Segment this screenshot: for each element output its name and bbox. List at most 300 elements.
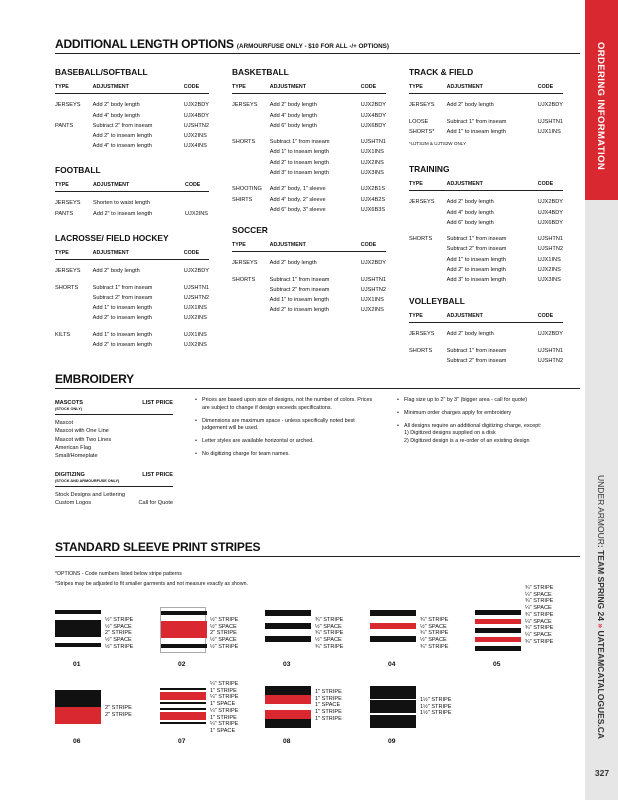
cell-adjustment: Add 2" body length bbox=[269, 260, 317, 267]
table-row bbox=[409, 275, 563, 285]
stripe-band bbox=[370, 636, 416, 642]
cell-type: SHORTS bbox=[232, 139, 256, 146]
cell-code: UJSHTN2 bbox=[360, 286, 386, 293]
cell-code: UJX2BDY bbox=[183, 102, 209, 109]
stripe-labels-08 bbox=[315, 689, 342, 723]
table-row bbox=[409, 346, 563, 356]
brand-name: UNDER ARMOUR bbox=[596, 475, 606, 545]
stripe-label: 1" STRIPE bbox=[315, 715, 342, 722]
cell-adjustment: Add 2" body length bbox=[269, 102, 317, 109]
header-code: CODE bbox=[538, 311, 563, 323]
cell-code: UJSHTN2 bbox=[537, 357, 563, 364]
cell-code: UJX3INS bbox=[360, 170, 384, 177]
header-adjustment: ADJUSTMENT bbox=[447, 311, 538, 323]
cell-type bbox=[232, 111, 270, 121]
table-row bbox=[232, 147, 386, 157]
stripe-labels-07 bbox=[210, 681, 238, 735]
stripe-band bbox=[265, 636, 311, 642]
stripe-swatch-01 bbox=[55, 607, 101, 653]
cell-type bbox=[232, 305, 270, 315]
soccer-title: SOCCER bbox=[232, 225, 268, 235]
stripe-labels-09 bbox=[420, 697, 452, 717]
header-type: TYPE bbox=[55, 248, 93, 260]
note-text-part: 2) Digitized design is a re-order of an existing design bbox=[404, 438, 530, 445]
cell-code: UJX6B3S bbox=[360, 206, 386, 213]
note-text: No digitizing charge for team names. bbox=[202, 450, 290, 457]
stripe-code-04: 04 bbox=[388, 661, 396, 668]
cell-adjustment: Add 6" body, 3" sleeve bbox=[269, 206, 326, 213]
header-adjustment: ADJUSTMENT bbox=[270, 240, 361, 252]
cell-adjustment: Subtract 2" from inseam bbox=[446, 357, 507, 364]
lacrosse-title: LACROSSE/ FIELD HOCKEY bbox=[55, 233, 169, 243]
page-number: 327 bbox=[594, 768, 610, 778]
cell-type bbox=[232, 158, 270, 168]
header-type: TYPE bbox=[409, 82, 447, 94]
baseball-title: BASEBALL/SOFTBALL bbox=[55, 67, 148, 77]
embroidery-title: EMBROIDERY bbox=[55, 372, 134, 386]
cell-code: UJX4BDY bbox=[537, 209, 563, 216]
stripe-label: ¼" STRIPE bbox=[210, 681, 239, 687]
stripe-label: ¼" SPACE bbox=[525, 605, 552, 612]
cell-code: UJX2INS bbox=[360, 159, 384, 166]
stripe-band bbox=[55, 690, 101, 707]
mascot-item: Mascot with One Line bbox=[55, 428, 109, 435]
call-for-quote: Call for Quote bbox=[138, 500, 173, 507]
table-row bbox=[55, 330, 209, 340]
stripe-band bbox=[55, 620, 101, 637]
stripe-band bbox=[55, 643, 101, 647]
stripe-labels-05 bbox=[525, 585, 553, 645]
cell-adjustment: Subtract 1" from inseam bbox=[446, 236, 507, 243]
note-bullet bbox=[195, 418, 375, 434]
header-code: CODE bbox=[185, 180, 209, 192]
track-note: *UJTS2M & UJTS2W ONLY bbox=[409, 141, 467, 146]
stripe-label: ½" STRIPE bbox=[210, 617, 239, 623]
stripe-band bbox=[265, 623, 311, 629]
cell-adjustment: Subtract 1" from inseam bbox=[269, 276, 330, 283]
note-bullet bbox=[397, 410, 577, 418]
stripe-band bbox=[370, 623, 416, 629]
catalogue-name: TEAM SPRING 24 bbox=[596, 550, 606, 621]
cell-type: JERSEYS bbox=[55, 268, 81, 275]
cell-code: UJX1INS bbox=[360, 297, 384, 304]
stripe-label: 1" STRIPE bbox=[315, 689, 342, 695]
cell-adjustment: Add 4" to inseam length bbox=[92, 143, 152, 150]
table-row bbox=[232, 158, 386, 168]
stripe-band bbox=[370, 610, 416, 616]
cell-type bbox=[232, 147, 270, 157]
stripe-band bbox=[475, 646, 521, 651]
cell-code: UJSHTN2 bbox=[537, 246, 563, 253]
cell-code: UJX2INS bbox=[360, 307, 384, 314]
stripe-band bbox=[55, 610, 101, 614]
stripe-label: 1½" STRIPE bbox=[420, 710, 452, 717]
cell-type bbox=[409, 208, 447, 218]
stripes-title: STANDARD SLEEVE PRINT STRIPES bbox=[55, 540, 261, 554]
cell-code: UJX2BDY bbox=[360, 260, 386, 267]
cell-type: PANTS bbox=[55, 210, 74, 217]
table-row bbox=[409, 265, 563, 275]
note-text: Flag size up to 2" by 3" (bigger area - call for quote) bbox=[404, 397, 528, 403]
website-link[interactable]: UATEAMCATALOGUES.CA bbox=[596, 630, 606, 740]
stripe-band bbox=[161, 621, 207, 638]
stripe-label: 2" STRIPE bbox=[105, 630, 132, 637]
stripe-code-01: 01 bbox=[73, 661, 81, 668]
cell-code: UJX4BDY bbox=[183, 112, 209, 119]
stripe-band bbox=[160, 712, 206, 720]
stripe-band bbox=[55, 707, 101, 724]
cell-type bbox=[55, 313, 93, 323]
stripe-label: ½" SPACE bbox=[105, 637, 132, 644]
stripe-band bbox=[265, 719, 311, 728]
table-row bbox=[232, 184, 386, 194]
stripe-band bbox=[161, 644, 207, 648]
stripe-code-02: 02 bbox=[178, 661, 186, 668]
stripe-label: ¾" STRIPE bbox=[525, 625, 554, 632]
stripe-label: ½" STRIPE bbox=[105, 643, 134, 650]
table-row bbox=[409, 117, 563, 127]
cell-adjustment: Add 1" to inseam length bbox=[92, 331, 152, 338]
table-row bbox=[409, 255, 563, 265]
length-options-heading: ADDITIONAL LENGTH OPTIONS bbox=[55, 37, 234, 51]
cell-adjustment: Subtract 1" from inseam bbox=[92, 284, 153, 291]
table-header-row bbox=[232, 82, 386, 94]
cell-type bbox=[55, 141, 93, 151]
note-bullet bbox=[397, 423, 577, 446]
cell-adjustment: Add 2" body, 1" sleeve bbox=[269, 186, 326, 193]
stripe-swatch-04 bbox=[370, 607, 416, 653]
cell-code: UJX2BDY bbox=[183, 268, 209, 275]
cell-type bbox=[232, 168, 270, 178]
mascot-item: American Flag bbox=[55, 444, 92, 451]
stripe-label: ½" SPACE bbox=[420, 637, 447, 644]
stripe-label: 1" STRIPE bbox=[315, 695, 342, 702]
cell-code: UJX1INS bbox=[537, 128, 561, 135]
sidebar-footer: UNDER ARMOUR: TEAM SPRING 24 » UATEAMCATALOGUES.CA bbox=[596, 475, 606, 740]
stripe-band bbox=[265, 695, 311, 704]
stripe-label: ¾" STRIPE bbox=[420, 643, 449, 650]
digitizing-row bbox=[55, 499, 173, 507]
cell-code: UJX1INS bbox=[183, 331, 207, 338]
table-row bbox=[232, 275, 386, 285]
embroidery-rule bbox=[55, 388, 580, 389]
cell-adjustment: Add 4" body length bbox=[92, 112, 140, 119]
table-row bbox=[409, 100, 563, 110]
training-table bbox=[409, 179, 563, 286]
stripe-label: 1" SPACE bbox=[210, 727, 236, 734]
cell-type bbox=[232, 121, 270, 131]
sidebar-section-title: ORDERING INFORMATION bbox=[595, 42, 606, 171]
cell-type: JERSEYS bbox=[409, 199, 435, 206]
cell-adjustment: Add 6" body length bbox=[269, 122, 317, 129]
stripe-code-08: 08 bbox=[283, 738, 291, 745]
cell-type bbox=[55, 111, 93, 121]
cell-type: JERSEYS bbox=[55, 102, 81, 109]
header-type: TYPE bbox=[55, 180, 93, 192]
cell-type: JERSEYS bbox=[55, 200, 81, 207]
table-row bbox=[409, 244, 563, 254]
mascot-item: Mascot bbox=[55, 420, 74, 426]
baseball-table bbox=[55, 82, 209, 152]
length-options-title bbox=[55, 37, 389, 51]
stripe-label: ¾" STRIPE bbox=[420, 617, 449, 623]
table-row bbox=[409, 127, 563, 137]
table-row bbox=[55, 266, 209, 276]
cell-adjustment: Add 4" body length bbox=[269, 112, 317, 119]
cell-code: UJSHTN1 bbox=[537, 236, 563, 243]
cell-adjustment: Add 4" body, 2" sleeve bbox=[269, 196, 326, 203]
stripe-label: ¾" STRIPE bbox=[525, 611, 554, 618]
training-title: TRAINING bbox=[409, 164, 450, 174]
cell-code: UJX6BDY bbox=[537, 219, 563, 226]
cell-code: UJX1INS bbox=[183, 305, 207, 312]
stripe-swatch-06 bbox=[55, 684, 101, 730]
stripe-label: ¾" STRIPE bbox=[315, 617, 344, 623]
stripe-swatch-08 bbox=[265, 684, 311, 730]
cell-adjustment: Add 4" body length bbox=[446, 209, 494, 216]
stripe-label: ¼" STRIPE bbox=[210, 721, 239, 728]
cell-type bbox=[409, 356, 447, 366]
table-header-row bbox=[55, 82, 209, 94]
note-text: Dimensions are maximum space - unless specifically noted best judgement will be used. bbox=[202, 417, 355, 432]
cell-code: UJX3INS bbox=[537, 277, 561, 284]
lacrosse-table bbox=[55, 248, 209, 350]
embroidery-notes-left bbox=[195, 397, 375, 464]
stripes-note-2: *Stripes may be adjusted to fit smaller garments and not measure exactly as shown. bbox=[55, 581, 248, 587]
cell-adjustment: Subtract 1" from inseam bbox=[446, 118, 507, 125]
cell-adjustment: Add 2" to inseam length bbox=[93, 210, 153, 217]
stripe-swatch-02 bbox=[160, 607, 206, 653]
cell-adjustment: Add 2" body length bbox=[92, 268, 140, 275]
title-rule bbox=[55, 53, 580, 54]
note-text-part: • All designs require an additional digitizing charge, except: bbox=[404, 422, 542, 429]
cell-code: UJSHTN1 bbox=[537, 347, 563, 354]
stripe-label: ¾" STRIPE bbox=[525, 585, 554, 591]
cell-type bbox=[55, 303, 93, 313]
header-type: TYPE bbox=[55, 82, 93, 94]
stripe-band bbox=[475, 637, 521, 642]
stripe-band bbox=[160, 722, 206, 724]
cell-code: UJSHTN1 bbox=[360, 276, 386, 283]
header-adjustment: ADJUSTMENT bbox=[447, 179, 538, 191]
cell-type bbox=[55, 293, 93, 303]
cell-adjustment: Add 2" to inseam length bbox=[269, 159, 329, 166]
stripe-label: ¾" STRIPE bbox=[525, 598, 554, 605]
header-adjustment: ADJUSTMENT bbox=[93, 248, 184, 260]
table-row bbox=[409, 208, 563, 218]
table-row bbox=[409, 234, 563, 244]
cell-adjustment: Add 1" to inseam length bbox=[269, 297, 329, 304]
stripe-label: ½" SPACE bbox=[210, 623, 237, 630]
cell-adjustment: Add 2" to inseam length bbox=[269, 307, 329, 314]
stripe-label: 2" STRIPE bbox=[105, 705, 132, 711]
stripe-band bbox=[475, 628, 521, 633]
table-row bbox=[232, 121, 386, 131]
cell-code: UJX2INS bbox=[183, 315, 207, 322]
cell-adjustment: Add 2" to inseam length bbox=[92, 315, 152, 322]
note-text: Letter styles are available horizontal or arched. bbox=[202, 438, 314, 445]
table-row bbox=[232, 258, 386, 268]
cell-adjustment: Add 1" to inseam length bbox=[92, 305, 152, 312]
stripe-labels-04 bbox=[420, 617, 448, 651]
table-row bbox=[409, 197, 563, 207]
cell-adjustment: Subtract 2" from inseam bbox=[446, 246, 507, 253]
cell-type: JERSEYS bbox=[232, 102, 258, 109]
stripe-label: ½" STRIPE bbox=[105, 617, 134, 623]
mascot-list bbox=[55, 419, 173, 460]
note-bullet bbox=[195, 397, 375, 413]
note-text: Prices are based upon size of designs, not the number of colors. Prices are subject to change if design exceeds specifications. bbox=[202, 397, 373, 411]
cell-adjustment: Shorten to waist length bbox=[93, 200, 150, 207]
cell-code: UJX6BDY bbox=[360, 122, 386, 129]
stripe-label: 2" STRIPE bbox=[105, 711, 132, 718]
stripe-band bbox=[475, 619, 521, 624]
cell-type bbox=[409, 265, 447, 275]
table-row bbox=[232, 285, 386, 295]
embroidery-notes-right bbox=[397, 397, 577, 451]
table-header-row bbox=[55, 248, 209, 260]
stripe-label: ¼" SPACE bbox=[525, 591, 552, 598]
stripe-label: 1" SPACE bbox=[315, 702, 341, 709]
cell-code: UJX2INS bbox=[183, 342, 207, 349]
table-row bbox=[55, 303, 209, 313]
cell-type: SHORTS bbox=[55, 284, 79, 291]
cell-type: SHORTS* bbox=[409, 128, 435, 135]
basketball-title: BASKETBALL bbox=[232, 67, 289, 77]
header-code: CODE bbox=[538, 179, 563, 191]
table-header-row bbox=[409, 311, 563, 323]
table-row bbox=[232, 168, 386, 178]
cell-code: UJSHTN1 bbox=[183, 284, 209, 291]
stripe-label: 1" STRIPE bbox=[210, 714, 237, 721]
cell-adjustment: Subtract 2" from inseam bbox=[92, 122, 153, 129]
cell-type: SHORTS bbox=[409, 236, 433, 243]
football-table bbox=[55, 180, 209, 219]
table-header-row bbox=[409, 82, 563, 94]
stripe-label: 1" STRIPE bbox=[210, 687, 237, 694]
stripe-band bbox=[370, 686, 416, 699]
cell-adjustment: Add 2" to inseam length bbox=[446, 267, 506, 274]
mascot-item: Small/Homeplate bbox=[55, 453, 98, 460]
cell-type bbox=[232, 285, 270, 295]
header-type: TYPE bbox=[232, 240, 270, 252]
cell-type bbox=[55, 340, 93, 350]
stripe-label: 1½" STRIPE bbox=[420, 703, 452, 710]
cell-adjustment: Add 2" to inseam length bbox=[92, 342, 152, 349]
cell-adjustment: Add 1" to inseam length bbox=[446, 128, 506, 135]
stripe-label: ¾" STRIPE bbox=[315, 643, 344, 650]
table-header-row bbox=[232, 240, 386, 252]
basketball-table bbox=[232, 82, 386, 215]
stripe-label: ¼" SPACE bbox=[525, 631, 552, 638]
mascots-subheading: (STOCK ONLY) bbox=[55, 407, 83, 411]
stripe-code-03: 03 bbox=[283, 661, 291, 668]
header-adjustment: ADJUSTMENT bbox=[270, 82, 361, 94]
header-code: CODE bbox=[184, 82, 209, 94]
cell-code: UJX4B2S bbox=[360, 196, 386, 203]
stripe-labels-03 bbox=[315, 617, 343, 651]
stripe-code-07: 07 bbox=[178, 738, 186, 745]
stripe-label: ¾" STRIPE bbox=[315, 630, 344, 637]
arrows-icon: » bbox=[596, 623, 606, 629]
header-adjustment: ADJUSTMENT bbox=[447, 82, 538, 94]
stripe-label: ½" SPACE bbox=[420, 623, 447, 630]
cell-type bbox=[409, 255, 447, 265]
cell-code: UJX2INS bbox=[185, 210, 209, 217]
mascots-list-price: LIST PRICE bbox=[142, 400, 173, 406]
table-row bbox=[55, 121, 209, 131]
cell-type bbox=[409, 218, 447, 228]
cell-adjustment: Subtract 1" from inseam bbox=[446, 347, 507, 354]
table-row bbox=[409, 218, 563, 228]
stripe-band bbox=[160, 708, 206, 710]
cell-adjustment: Add 2" body length bbox=[446, 331, 494, 338]
table-row bbox=[55, 340, 209, 350]
cell-code: UJSHTN1 bbox=[360, 139, 386, 146]
stripe-label: ¼" STRIPE bbox=[210, 694, 239, 701]
cell-type: SHORTS bbox=[409, 347, 433, 354]
cell-type: PANTS bbox=[55, 122, 74, 129]
cell-adjustment: Add 3" to inseam length bbox=[446, 277, 506, 284]
football-title: FOOTBALL bbox=[55, 165, 101, 175]
stripe-label: ½" SPACE bbox=[315, 637, 342, 644]
cell-type bbox=[232, 205, 270, 215]
cell-code: UJX2INS bbox=[183, 133, 207, 140]
cell-code: UJSHTN1 bbox=[537, 118, 563, 125]
header-adjustment: ADJUSTMENT bbox=[93, 82, 184, 94]
cell-type: SHIRTS bbox=[232, 196, 253, 203]
digitizing-item: Stock Designs and Lettering bbox=[55, 492, 125, 498]
stripe-label: 2" STRIPE bbox=[210, 630, 237, 637]
mascots-block bbox=[55, 400, 173, 460]
table-row bbox=[55, 283, 209, 293]
cell-code bbox=[185, 198, 209, 208]
cell-type bbox=[409, 275, 447, 285]
cell-adjustment: Subtract 1" from inseam bbox=[269, 139, 330, 146]
header-code: CODE bbox=[184, 248, 209, 260]
cell-type: KILTS bbox=[55, 331, 71, 338]
cell-adjustment: Add 2" body length bbox=[446, 102, 494, 109]
stripe-swatch-07 bbox=[160, 684, 206, 730]
stripe-code-06: 06 bbox=[73, 738, 81, 745]
table-row bbox=[232, 195, 386, 205]
cell-adjustment: Subtract 2" from inseam bbox=[92, 294, 153, 301]
cell-adjustment: Add 1" to inseam length bbox=[269, 149, 329, 156]
cell-code: UJX2BDY bbox=[537, 199, 563, 206]
cell-code: UJX1INS bbox=[360, 149, 384, 156]
table-row bbox=[409, 329, 563, 339]
stripe-label: ¾" STRIPE bbox=[525, 638, 554, 645]
stripe-labels-06 bbox=[105, 705, 132, 718]
stripe-swatch-09 bbox=[370, 684, 416, 730]
table-row bbox=[55, 141, 209, 151]
table-header-row bbox=[409, 179, 563, 191]
table-row bbox=[55, 131, 209, 141]
stripe-band bbox=[265, 686, 311, 695]
stripe-band bbox=[160, 702, 206, 704]
stripe-label: ½" STRIPE bbox=[210, 643, 239, 650]
header-type: TYPE bbox=[232, 82, 270, 94]
cell-type: JERSEYS bbox=[409, 331, 435, 338]
table-row bbox=[232, 137, 386, 147]
note-bullet bbox=[195, 451, 375, 459]
mascot-item: Mascot with Two Lines bbox=[55, 436, 112, 443]
cell-code: UJX4BDY bbox=[360, 112, 386, 119]
cell-type: JERSEYS bbox=[409, 102, 435, 109]
table-row bbox=[55, 293, 209, 303]
stripe-band bbox=[265, 710, 311, 719]
cell-type bbox=[232, 295, 270, 305]
